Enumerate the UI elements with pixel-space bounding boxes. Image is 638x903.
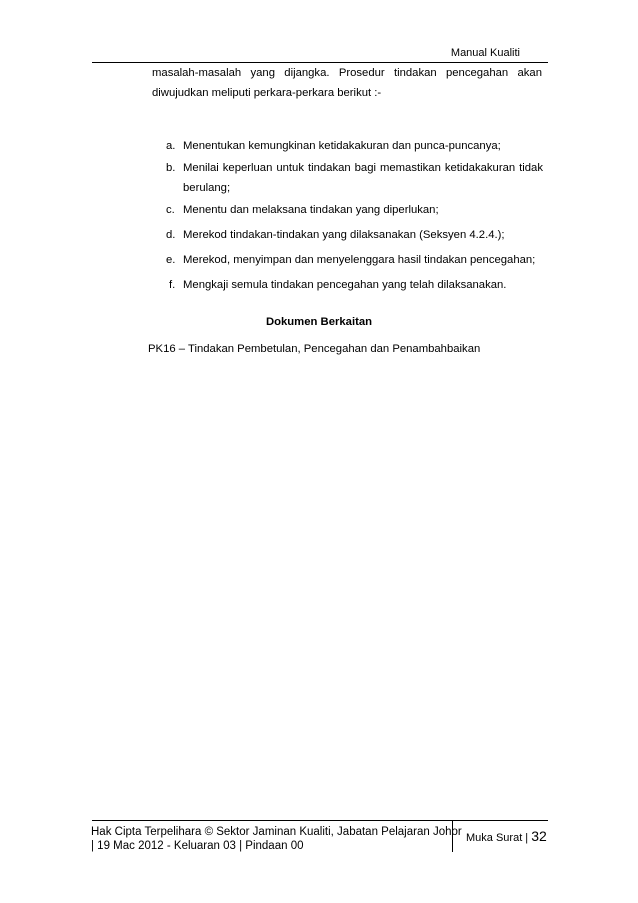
footer-page-number — [466, 828, 547, 844]
list-item-d — [166, 225, 543, 245]
list-item-text: Mengkaji semula tindakan pencegahan yang telah dilaksanakan. — [183, 279, 507, 291]
list-item-c — [166, 200, 543, 220]
list-item-text: Menilai keperluan untuk tindakan bagi memastikan ketidakakuran tidak — [183, 162, 543, 174]
list-item-text: Merekod tindakan-tindakan yang dilaksanakan (Seksyen 4.2.4.); — [183, 229, 505, 241]
list-item-b — [166, 158, 543, 198]
list-item-label: a. — [166, 140, 176, 152]
list-item-text: Merekod, menyimpan dan menyelenggara hasil tindakan pencegahan; — [183, 254, 536, 266]
list-item-text: Menentukan kemungkinan ketidakakuran dan punca-puncanya; — [183, 140, 501, 152]
list-item-label: d. — [166, 229, 176, 241]
page-number: 32 — [531, 828, 547, 844]
footer-issue-info: | 19 Mac 2012 - Keluaran 03 | Pindaan 00 — [91, 840, 304, 852]
list-item-label: b. — [166, 162, 176, 174]
list-item-e — [166, 250, 543, 270]
header-title: Manual Kualiti — [450, 47, 520, 59]
list-item-a — [166, 136, 543, 156]
list-item-f — [169, 275, 546, 295]
list-item-label: f. — [169, 279, 176, 291]
footer-copyright: Hak Cipta Terpelihara © Sektor Jaminan Kualiti, Jabatan Pelajaran Johor — [91, 826, 462, 838]
footer-divider — [92, 820, 548, 821]
list-item-label: e. — [166, 254, 176, 266]
list-item-text-continuation: berulang; — [183, 182, 231, 194]
intro-paragraph-line-1: masalah-masalah yang dijangka. Prosedur tindakan pencegahan akan — [152, 67, 542, 79]
related-document-reference: PK16 – Tindakan Pembetulan, Pencegahan dan Penambahbaikan — [148, 343, 481, 355]
intro-paragraph-line-2: diwujudkan meliputi perkara-perkara berikut :- — [152, 87, 382, 99]
list-item-label: c. — [166, 204, 175, 216]
page-label: Muka Surat | — [466, 832, 529, 844]
related-documents-heading: Dokumen Berkaitan — [265, 316, 373, 328]
list-item-text: Menentu dan melaksana tindakan yang diperlukan; — [183, 204, 439, 216]
